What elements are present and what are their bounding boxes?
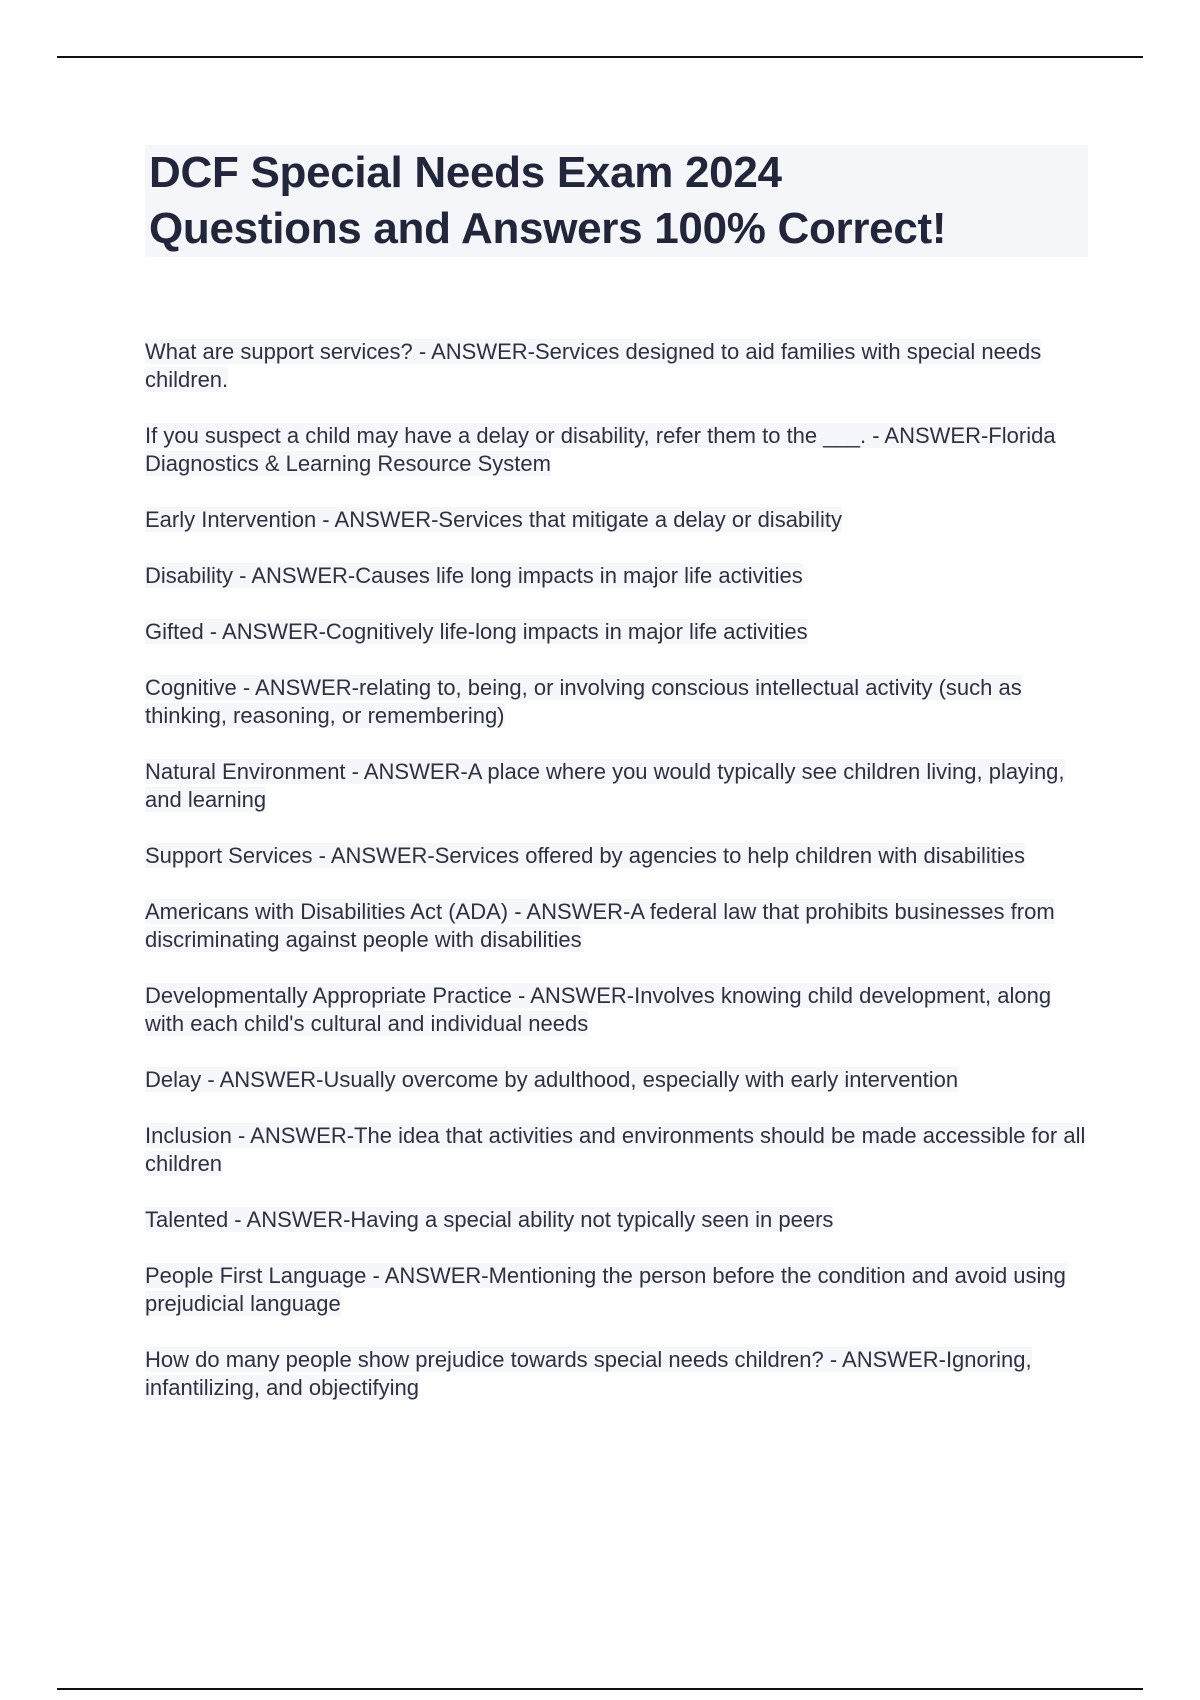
qa-text: Talented - ANSWER-Having a special ability not typically seen in peers — [145, 1207, 834, 1232]
qa-item — [145, 1346, 1088, 1402]
qa-text: Natural Environment - ANSWER-A place where you would typically see children living, playing, and learning — [145, 759, 1065, 812]
qa-item — [145, 1262, 1088, 1318]
qa-item — [145, 1206, 1088, 1234]
bottom-rule — [57, 1688, 1143, 1690]
title-line-1: DCF Special Needs Exam 2024 — [149, 148, 782, 197]
qa-item — [145, 1122, 1088, 1178]
qa-item — [145, 758, 1088, 814]
qa-item — [145, 618, 1088, 646]
qa-item — [145, 422, 1088, 478]
qa-item — [145, 982, 1088, 1038]
qa-item — [145, 506, 1088, 534]
qa-text: Delay - ANSWER-Usually overcome by adulthood, especially with early intervention — [145, 1067, 959, 1092]
qa-text: Disability - ANSWER-Causes life long impacts in major life activities — [145, 563, 803, 588]
qa-text: Americans with Disabilities Act (ADA) - ANSWER-A federal law that prohibits businesses from discriminating against people with disabilities — [145, 899, 1055, 952]
qa-item — [145, 842, 1088, 870]
qa-item — [145, 562, 1088, 590]
qa-text: Developmentally Appropriate Practice - ANSWER-Involves knowing child development, along with each child's cultural and individual needs — [145, 983, 1052, 1036]
document-title — [145, 145, 1088, 257]
qa-text: Inclusion - ANSWER-The idea that activities and environments should be made accessible for all children — [145, 1123, 1086, 1176]
qa-text: Cognitive - ANSWER-relating to, being, or involving conscious intellectual activity (such as thinking, reasoning, or remembering) — [145, 675, 1022, 728]
qa-text: How do many people show prejudice towards special needs children? - ANSWER-Ignoring, infantilizing, and objectifying — [145, 1347, 1032, 1400]
qa-text: Early Intervention - ANSWER-Services that mitigate a delay or disability — [145, 507, 842, 532]
qa-item — [145, 338, 1088, 394]
qa-list — [145, 338, 1088, 1430]
qa-item — [145, 898, 1088, 954]
qa-text: Support Services - ANSWER-Services offered by agencies to help children with disabilities — [145, 843, 1025, 868]
qa-text: What are support services? - ANSWER-Services designed to aid families with special needs children. — [145, 339, 1042, 392]
qa-text: If you suspect a child may have a delay or disability, refer them to the ___. - ANSWER-Florida Diagnostics & Learning Resource System — [145, 423, 1056, 476]
qa-text: Gifted - ANSWER-Cognitively life-long impacts in major life activities — [145, 619, 808, 644]
top-rule — [57, 56, 1143, 58]
title-line-2: Questions and Answers 100% Correct! — [149, 204, 947, 253]
qa-text: People First Language - ANSWER-Mentioning the person before the condition and avoid using prejudicial language — [145, 1263, 1066, 1316]
qa-item — [145, 674, 1088, 730]
qa-item — [145, 1066, 1088, 1094]
